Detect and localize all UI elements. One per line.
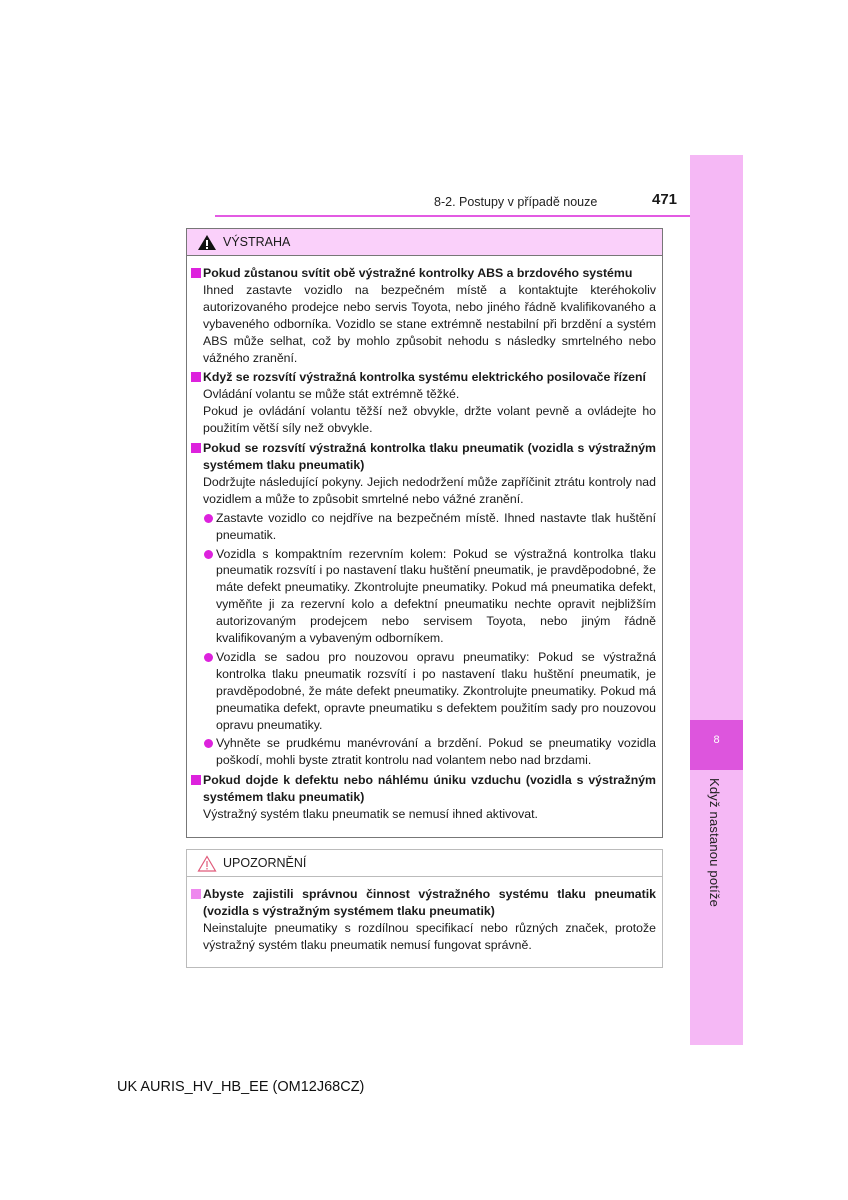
list-item: Zastavte vozidlo co nejdříve na bezpečném místě. Ihned nastavte tlak huštění pneumatik. <box>203 510 656 544</box>
section-title: 8-2. Postupy v případě nouze <box>434 195 598 209</box>
list-item: Vozidla s kompaktním rezervním kolem: Pokud se výstražná kontrolka tlaku pneumatik rozsvítí i po nastavení tlaku huštění pneumatik, je pravděpodobné, že máte defekt pneumatiky. Zkontrolujte pneumatiky. Pokud má pneumatika defekt, vyměňte ji za rezervní kolo a defektní pneumatiku nechte opravit nejbližším autorizovaným prodejcem nebo servisem Toyota, nebo jiným řádně kvalifikovaným a vybaveným odborníkem. <box>203 546 656 647</box>
circle-bullet-icon <box>204 739 213 748</box>
section-text: Ovládání volantu se může stát extrémně těžké. <box>203 387 460 402</box>
warning-section-tire-pressure <box>191 440 656 769</box>
list-item: Vyhněte se prudkému manévrování a brzdění. Pokud se pneumatiky vozidla poškodí, mohli byste ztratit kontrolu nad volantem nebo nad brzdami. <box>203 735 656 769</box>
warning-section-puncture <box>191 772 656 823</box>
header-rule <box>215 215 690 217</box>
section-heading: Pokud dojde k defektu nebo náhlému úniku vzduchu (vozidla s výstražným systémem tlaku pneumatik) <box>203 773 656 805</box>
warning-title: VÝSTRAHA <box>223 235 291 249</box>
warning-section-steering <box>191 369 656 437</box>
square-bullet-icon <box>191 443 201 453</box>
chapter-tab-upper <box>690 155 743 720</box>
section-text: Dodržujte následující pokyny. Jejich nedodržení může zapříčinit ztrátu kontroly nad vozidlem a může to způsobit smrtelné nebo vážné zranění. <box>203 474 656 506</box>
section-heading: Pokud se rozsvítí výstražná kontrolka tlaku pneumatik (vozidla s výstražným systémem tlaku pneumatik) <box>203 441 656 472</box>
page-number: 471 <box>652 191 678 208</box>
caution-section <box>191 886 656 954</box>
section-heading: Abyste zajistili správnou činnost výstražného systému tlaku pneumatik (vozidla s výstražným systémem tlaku pneumatik) <box>203 887 656 918</box>
section-text: Pokud je ovládání volantu těžší než obvykle, držte volant pevně a ovládejte ho použitím větší síly než obvykle. <box>203 404 656 436</box>
square-bullet-icon <box>191 268 201 278</box>
circle-bullet-icon <box>204 514 213 523</box>
warning-section-abs <box>191 265 656 366</box>
chapter-number-tab[interactable] <box>690 720 743 770</box>
warning-triangle-icon <box>197 234 217 251</box>
caution-box <box>186 849 663 968</box>
model-code: UK AURIS_HV_HB_EE (OM12J68CZ) <box>117 1079 365 1095</box>
section-heading: Když se rozsvítí výstražná kontrolka systému elektrického posilovače řízení <box>203 370 646 385</box>
list-item: Vozidla se sadou pro nouzovou opravu pneumatiky: Pokud se výstražná kontrolka tlaku pneumatik rozsvítí i po nastavení tlaku huštění pneumatik, je pravděpodobné, že máte defekt pneumatiky. Zkontrolujte pneumatiky. Pokud má pneumatika defekt, opravte pneumatiku s defektem použitím sady pro nouzovou opravu pneumatiky. <box>203 649 656 734</box>
section-text: Ihned zastavte vozidlo na bezpečném místě a kontaktujte kteréhokoliv autorizovaného prodejce nebo servis Toyota, nebo jiného řádně kvalifikovaného a vybaveného odborníka. Vozidlo se stane extrémně nestabilní při brzdění a systém ABS může selhat, což by mohlo způsobit nehodu s následky smrtelného nebo vážného zranění. <box>203 282 656 365</box>
section-text: Výstražný systém tlaku pneumatik se nemusí ihned aktivovat. <box>203 807 538 822</box>
square-bullet-icon <box>191 372 201 382</box>
section-text: Neinstalujte pneumatiky s rozdílnou specifikací nebo různých značek, protože výstražný systém tlaku pneumatik nemusí fungovat správně. <box>203 920 656 952</box>
caution-title: UPOZORNĚNÍ <box>223 856 307 870</box>
caution-header <box>187 850 662 877</box>
square-bullet-icon <box>191 775 201 785</box>
section-heading: Pokud zůstanou svítit obě výstražné kontrolky ABS a brzdového systému <box>203 266 633 280</box>
warning-box <box>186 228 663 838</box>
warning-header <box>187 229 662 256</box>
chapter-title: Když nastanou potíže <box>707 778 722 908</box>
circle-bullet-icon <box>204 653 213 662</box>
caution-triangle-icon <box>197 855 217 872</box>
square-bullet-icon <box>191 889 201 899</box>
chapter-number: 8 <box>713 734 720 746</box>
circle-bullet-icon <box>204 550 213 559</box>
